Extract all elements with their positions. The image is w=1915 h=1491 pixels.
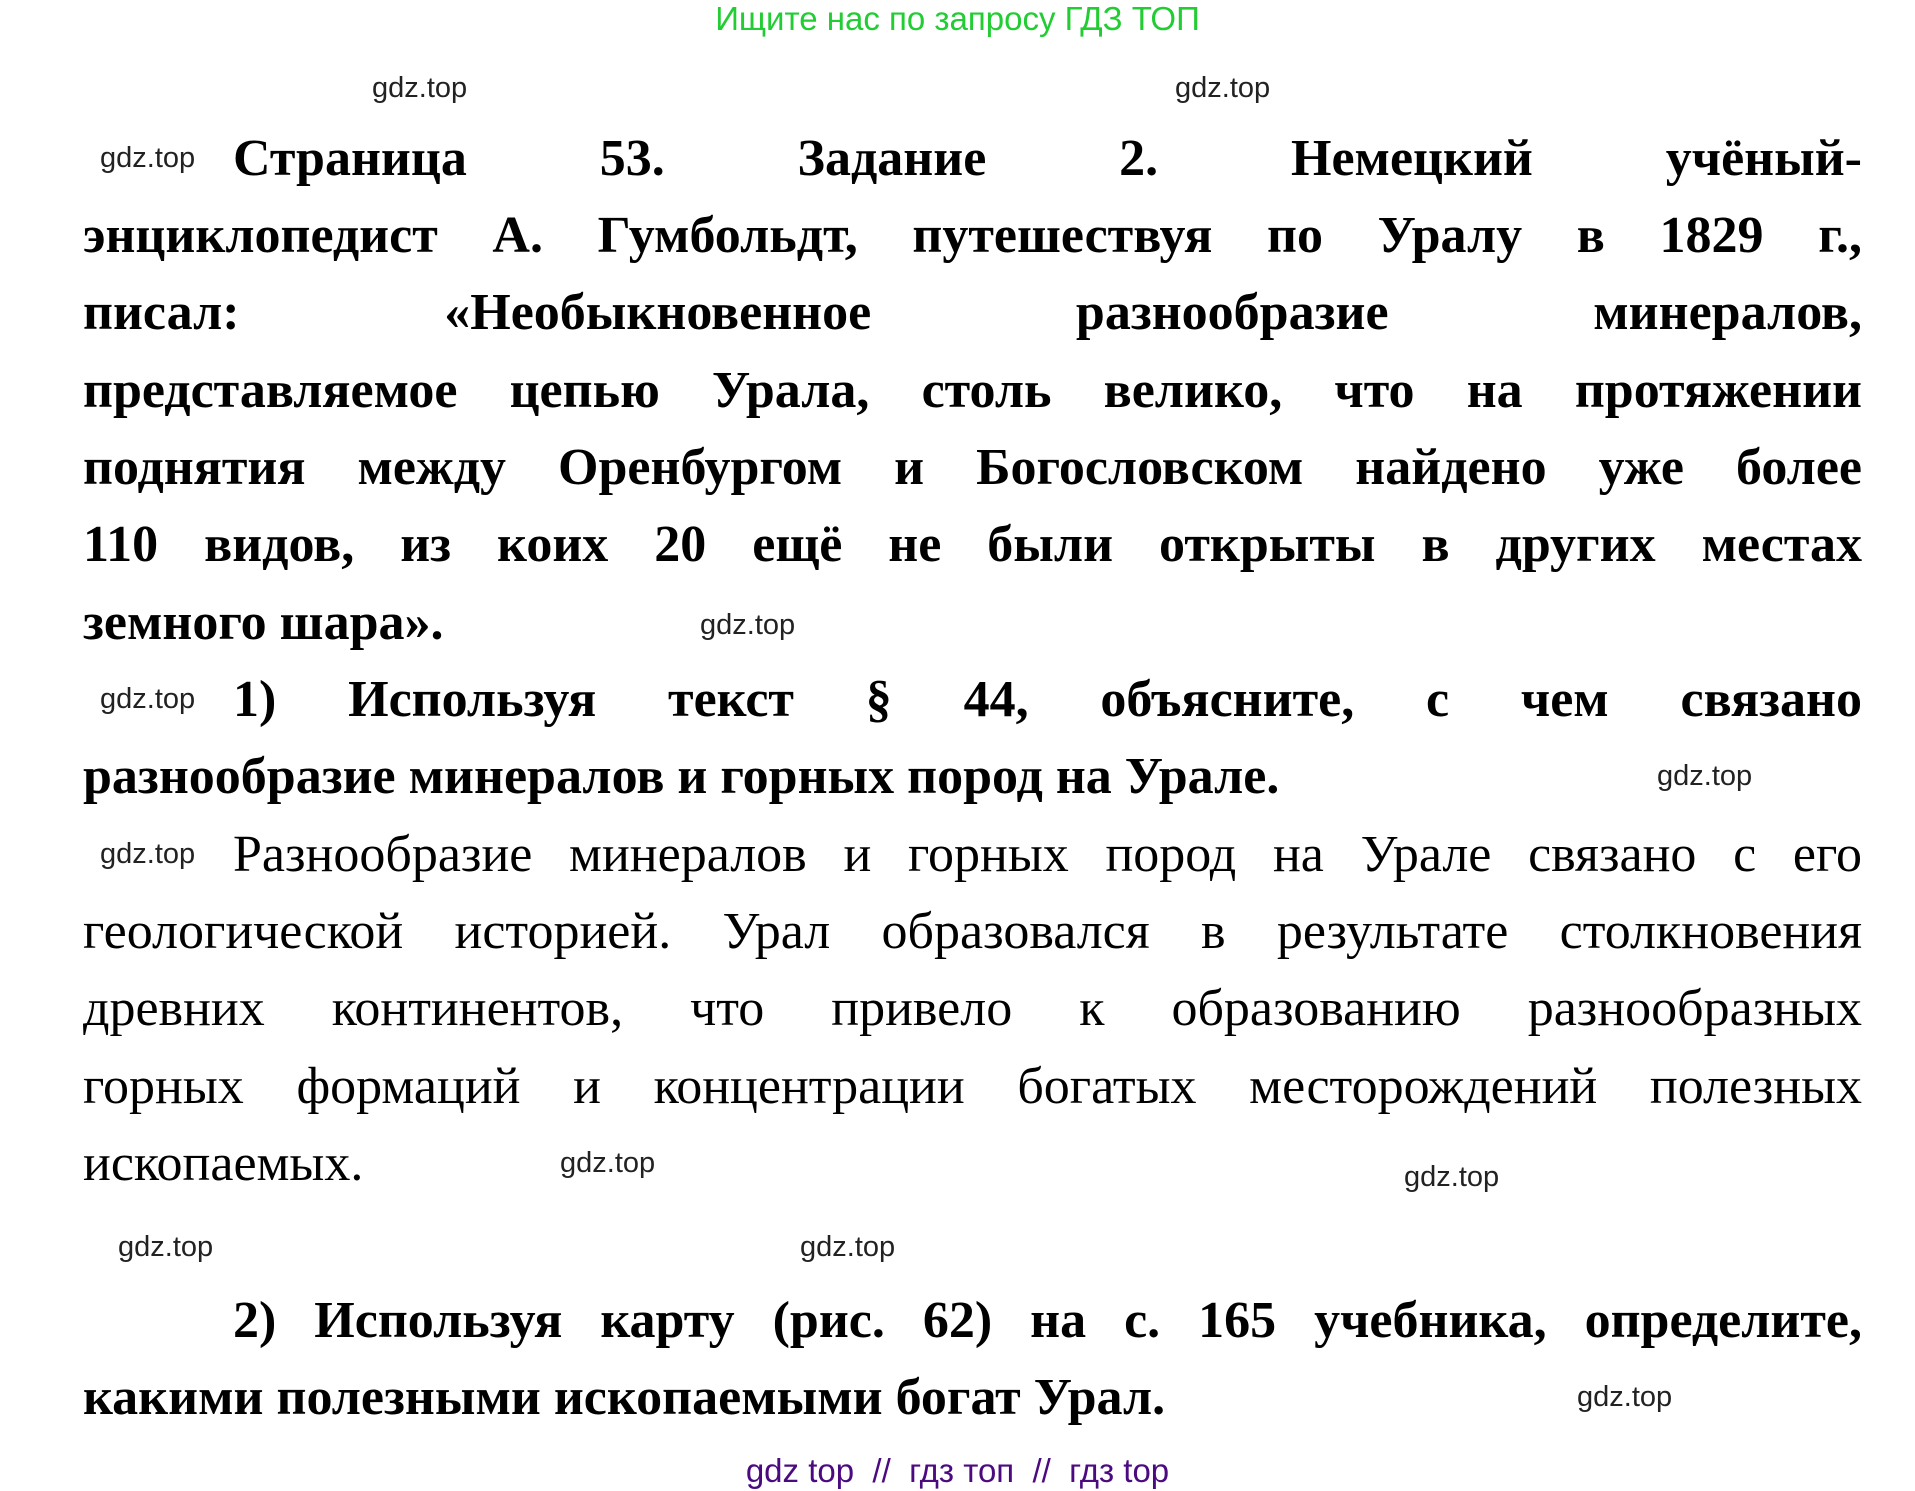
- watermark: gdz.top: [118, 1231, 214, 1263]
- task-intro-line: писал: «Необыкновенное разнообразие минералов,: [83, 284, 1862, 341]
- watermark: gdz.top: [1657, 760, 1753, 792]
- watermark: gdz.top: [1577, 1381, 1673, 1413]
- question-1-line: 1) Используя текст § 44, объясните, с чем связано: [233, 671, 1862, 728]
- footer-banner: gdz top // гдз топ // гдз top: [745, 1452, 1170, 1489]
- task-intro-line: энциклопедист А. Гумбольдт, путешествуя по Уралу в 1829 г.,: [83, 207, 1862, 264]
- answer-1-line: Разнообразие минералов и горных пород на Урале связано с его: [233, 826, 1862, 883]
- watermark: gdz.top: [372, 72, 468, 104]
- watermark: gdz.top: [100, 838, 196, 870]
- watermark: gdz.top: [560, 1147, 656, 1179]
- watermark: gdz.top: [800, 1231, 896, 1263]
- watermark: gdz.top: [100, 683, 196, 715]
- answer-1-line: древних континентов, что привело к образованию разнообразных: [83, 980, 1862, 1037]
- answer-1-line: геологической историей. Урал образовался в результате столкновения: [83, 903, 1862, 960]
- watermark: gdz.top: [1175, 72, 1271, 104]
- question-1-line: разнообразие минералов и горных пород на Урале.: [83, 748, 1280, 805]
- watermark: gdz.top: [700, 609, 796, 641]
- header-banner: Ищите нас по запросу ГДЗ ТОП: [715, 0, 1200, 37]
- question-2-line: какими полезными ископаемыми богат Урал.: [83, 1369, 1166, 1426]
- answer-1-line: горных формаций и концентрации богатых месторождений полезных: [83, 1058, 1862, 1115]
- task-intro-line: земного шара».: [83, 594, 444, 651]
- task-intro-line: 110 видов, из коих 20 ещё не были открыты в других местах: [83, 516, 1862, 573]
- answer-1-line: ископаемых.: [83, 1135, 364, 1192]
- task-intro-line: представляемое цепью Урала, столь велико, что на протяжении: [83, 362, 1862, 419]
- task-intro-line: Страница 53. Задание 2. Немецкий учёный-: [233, 130, 1862, 187]
- watermark: gdz.top: [1404, 1161, 1500, 1193]
- question-2-line: 2) Используя карту (рис. 62) на с. 165 учебника, определите,: [233, 1292, 1862, 1349]
- task-intro-line: поднятия между Оренбургом и Богословском найдено уже более: [83, 439, 1862, 496]
- watermark: gdz.top: [100, 142, 196, 174]
